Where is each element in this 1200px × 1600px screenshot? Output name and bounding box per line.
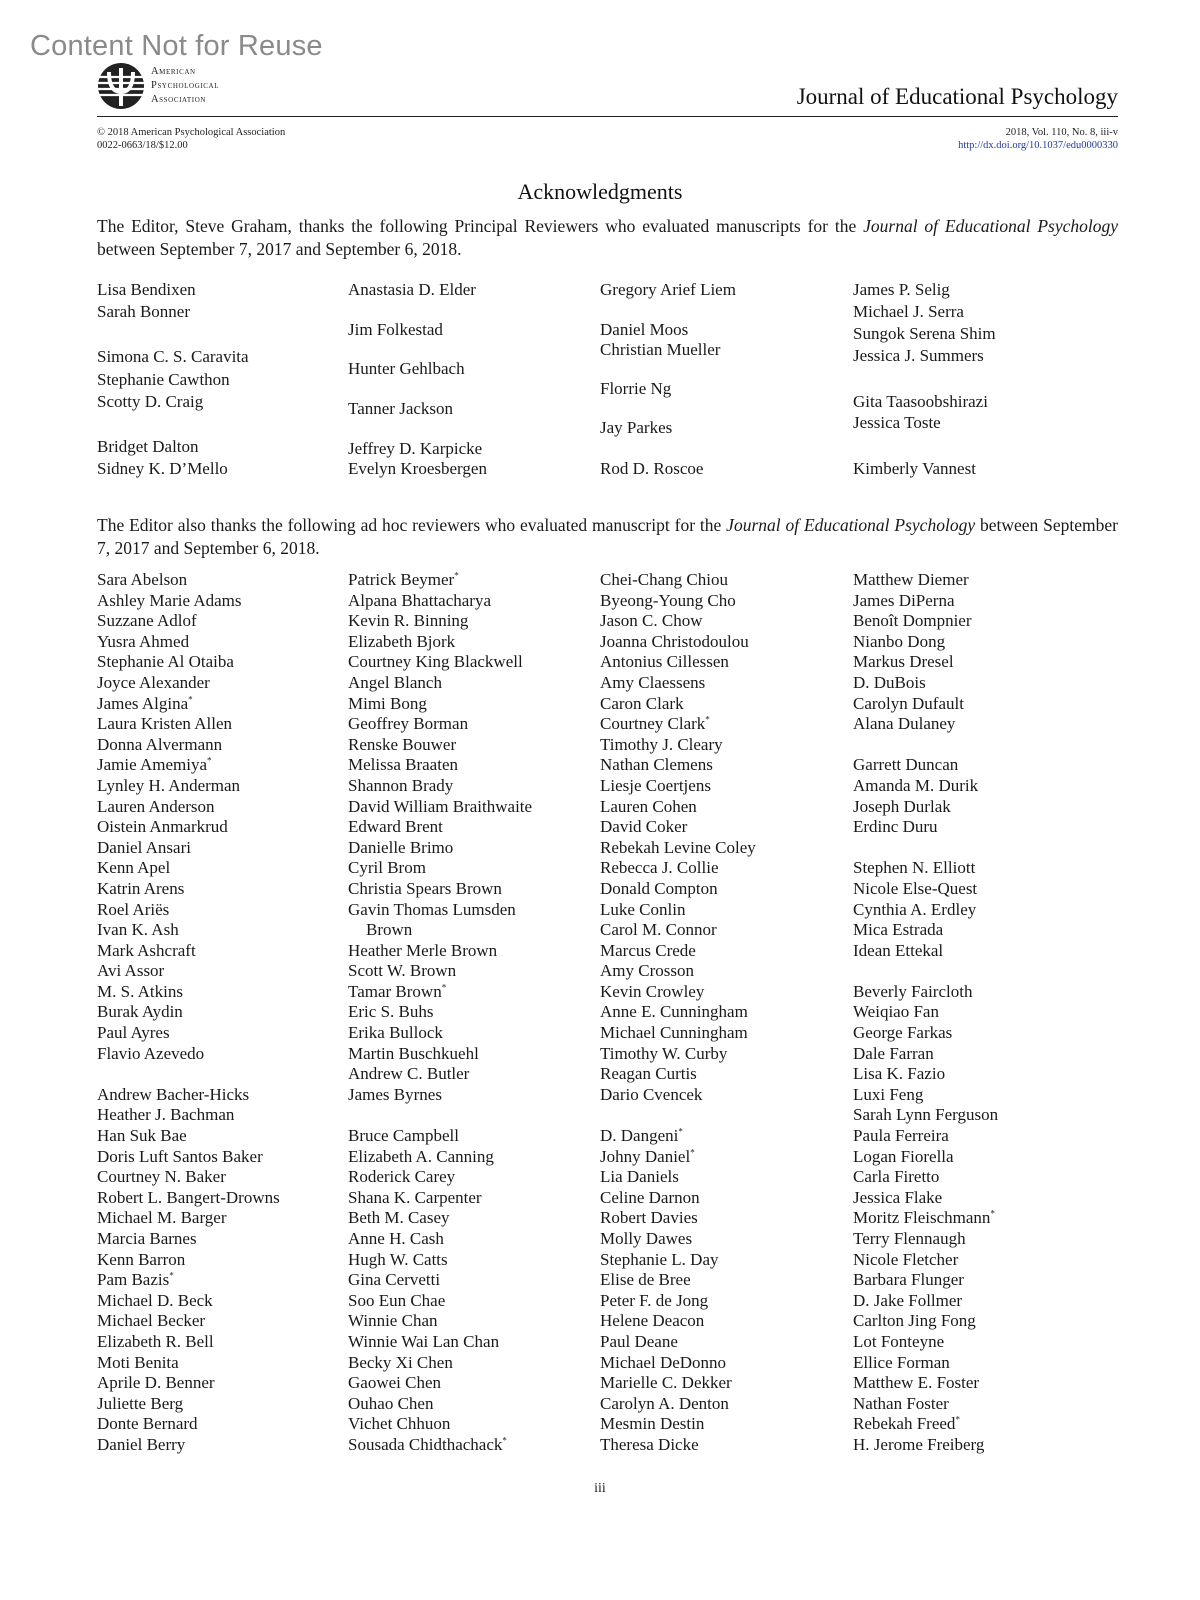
reviewer-name: Tamar Brown* xyxy=(348,981,447,1001)
reviewer-name: James P. Selig xyxy=(853,280,950,299)
reviewer-name: Anastasia D. Elder xyxy=(348,280,476,299)
reviewer-name: Kenn Barron xyxy=(97,1249,186,1269)
intro-text-end: between September 7, 2017 and September 6, 2018. xyxy=(97,515,1119,558)
group-spacer xyxy=(853,735,1103,756)
reviewer-name: Vichet Chhuon xyxy=(348,1414,451,1434)
reviewer-name: Jamie Amemiya* xyxy=(97,755,212,775)
reviewer-name: Burak Aydin xyxy=(97,1002,183,1022)
reviewer-name: Nicole Fletcher xyxy=(853,1249,959,1269)
reviewer-name: Winnie Chan xyxy=(348,1311,438,1331)
reviewer-name: Mica Estrada xyxy=(853,920,944,940)
reviewer-name: Doris Luft Santos Baker xyxy=(97,1146,263,1166)
reviewer-name: Angel Blanch xyxy=(348,672,442,692)
reviewer-name: Jeffrey D. Karpicke xyxy=(348,439,483,458)
reviewer-name: Helene Deacon xyxy=(600,1311,705,1331)
reviewer-name: Timothy J. Cleary xyxy=(600,734,723,754)
group-spacer xyxy=(97,1064,347,1085)
reviewer-name: Michael DeDonno xyxy=(600,1352,727,1372)
reviewer-name: Reagan Curtis xyxy=(600,1064,697,1084)
publisher-wordmark xyxy=(151,65,219,107)
adhoc-reviewers-intro xyxy=(97,514,1118,560)
reviewer-name: Alpana Bhattacharya xyxy=(348,590,492,610)
reviewer-name: Melissa Braaten xyxy=(348,755,458,775)
reviewer-name: Byeong-Young Cho xyxy=(600,590,736,610)
reviewer-name: Lisa Bendixen xyxy=(97,280,196,299)
reviewer-name: Lot Fonteyne xyxy=(853,1331,945,1351)
reviewer-name: Kevin R. Binning xyxy=(348,611,469,631)
reviewer-name: Shannon Brady xyxy=(348,775,454,795)
principal-reviewers-intro xyxy=(97,215,1118,261)
reviewer-name: Matthew Diemer xyxy=(853,570,969,589)
reviewer-name: Logan Fiorella xyxy=(853,1146,954,1166)
reviewer-name: H. Jerome Freiberg xyxy=(853,1434,985,1454)
reviewer-name: Idean Ettekal xyxy=(853,940,944,960)
reviewer-name: Joseph Durlak xyxy=(853,796,951,816)
reviewer-name: Courtney King Blackwell xyxy=(348,652,523,672)
volume-line: 2018, Vol. 110, No. 8, iii-v xyxy=(1005,127,1118,138)
reviewer-column xyxy=(853,570,1103,1456)
reviewer-name: Martin Buschkuehl xyxy=(348,1043,479,1063)
reviewer-name: Elise de Bree xyxy=(600,1270,691,1290)
reviewer-name: Donte Bernard xyxy=(97,1414,198,1434)
intro-text: The Editor, Steve Graham, thanks the following Principal Reviewers who evaluated manuscripts for the xyxy=(97,216,864,236)
reviewer-name: Celine Darnon xyxy=(600,1187,700,1207)
reviewer-column xyxy=(600,570,850,1456)
reviewer-column xyxy=(97,570,347,1456)
reviewer-name: Caron Clark xyxy=(600,693,684,713)
reviewer-name: Hunter Gehlbach xyxy=(348,359,465,378)
group-spacer xyxy=(600,1105,850,1126)
reviewer-name: Bruce Campbell xyxy=(348,1126,459,1146)
reviewer-name: Lisa K. Fazio xyxy=(853,1064,946,1084)
reviewer-name: Stephanie Cawthon xyxy=(97,370,230,389)
reviewer-name: Carolyn Dufault xyxy=(853,693,964,713)
reviewer-name: Shana K. Carpenter xyxy=(348,1187,482,1207)
reviewer-name: Sidney K. D’Mello xyxy=(97,459,228,478)
watermark-text: Content Not for Reuse xyxy=(30,30,323,62)
reviewer-name: Han Suk Bae xyxy=(97,1126,187,1146)
reviewer-name: Joanna Christodoulou xyxy=(600,631,749,651)
reviewer-name: Michael Becker xyxy=(97,1311,206,1331)
reviewer-name: Paul Ayres xyxy=(97,1023,170,1043)
reviewer-name: Anne E. Cunningham xyxy=(600,1002,748,1022)
reviewer-name: James Byrnes xyxy=(348,1084,442,1104)
reviewer-name: Erdinc Duru xyxy=(853,817,938,837)
reviewer-name: Andrew C. Butler xyxy=(348,1064,470,1084)
apa-logo xyxy=(97,62,219,110)
reviewer-name: Ellice Forman xyxy=(853,1352,950,1372)
reviewer-name: Matthew E. Foster xyxy=(853,1373,980,1393)
reviewer-name: Jay Parkes xyxy=(600,418,673,437)
intro-text-end: between September 7, 2017 and September 6, 2018. xyxy=(97,239,462,259)
reviewer-name: Theresa Dicke xyxy=(600,1434,699,1454)
reviewer-name: Amy Claessens xyxy=(600,672,706,692)
reviewer-name: Eric S. Buhs xyxy=(348,1002,434,1022)
reviewer-name: Elizabeth Bjork xyxy=(348,631,456,651)
doi-link[interactable]: http://dx.doi.org/10.1037/edu0000330 xyxy=(958,139,1118,151)
reviewer-name: Scotty D. Craig xyxy=(97,392,204,411)
reviewer-name: Weiqiao Fan xyxy=(853,1002,939,1022)
apa-psi-logo-icon xyxy=(97,62,145,110)
reviewer-name: Sarah Lynn Ferguson xyxy=(853,1105,999,1125)
reviewer-name: Courtney N. Baker xyxy=(97,1167,226,1187)
reviewer-name: Rod D. Roscoe xyxy=(600,459,704,478)
reviewer-name: Daniel Ansari xyxy=(97,837,191,857)
publisher-line: American xyxy=(151,66,196,77)
group-spacer xyxy=(853,961,1103,982)
publisher-line: Association xyxy=(151,94,207,105)
reviewer-name: Mesmin Destin xyxy=(600,1414,705,1434)
reviewer-name: Cyril Brom xyxy=(348,858,426,878)
reviewer-name: Marielle C. Dekker xyxy=(600,1373,732,1393)
reviewer-name: Rebecca J. Collie xyxy=(600,858,719,878)
reviewer-name: Robert L. Bangert-Drowns xyxy=(97,1187,280,1207)
reviewer-name: Michael M. Barger xyxy=(97,1208,227,1228)
reviewer-name: Sarah Bonner xyxy=(97,302,191,321)
reviewer-name: M. S. Atkins xyxy=(97,981,183,1001)
reviewer-name: Evelyn Kroesbergen xyxy=(348,459,487,478)
reviewer-name: Ashley Marie Adams xyxy=(97,590,242,610)
reviewer-name: Courtney Clark* xyxy=(600,714,710,734)
reviewer-name: Andrew Bacher-Hicks xyxy=(97,1084,250,1104)
reviewer-name: Yusra Ahmed xyxy=(97,631,190,651)
reviewer-name: Katrin Arens xyxy=(97,878,185,898)
reviewer-name: Luxi Feng xyxy=(853,1084,924,1104)
reviewer-name: Renske Bouwer xyxy=(348,734,457,754)
reviewer-name: Beth M. Casey xyxy=(348,1208,450,1228)
reviewer-name: Molly Dawes xyxy=(600,1229,693,1248)
reviewer-name: Terry Flennaugh xyxy=(853,1229,966,1248)
reviewer-name: Kimberly Vannest xyxy=(853,459,976,478)
reviewer-name: Daniel Berry xyxy=(97,1434,186,1454)
reviewer-name: Ivan K. Ash xyxy=(97,920,179,940)
reviewer-name: Lauren Cohen xyxy=(600,796,697,816)
citation-block xyxy=(958,127,1118,152)
reviewer-name: Marcia Barnes xyxy=(97,1229,197,1248)
reviewer-name: Gina Cervetti xyxy=(348,1270,441,1290)
reviewer-name: Sungok Serena Shim xyxy=(853,324,996,343)
reviewer-name: Carolyn A. Denton xyxy=(600,1393,729,1413)
page-number: iii xyxy=(594,1481,606,1496)
reviewer-column xyxy=(348,570,598,1456)
reviewer-name: Simona C. S. Caravita xyxy=(97,347,249,366)
reviewer-name: Moritz Fleischmann* xyxy=(853,1208,995,1228)
journal-name-italic: Journal of Educational Psychology xyxy=(726,515,976,535)
reviewer-name: Gita Taasoobshirazi xyxy=(853,392,988,411)
reviewer-name: Amy Crosson xyxy=(600,961,694,981)
reviewer-name: Heather J. Bachman xyxy=(97,1105,235,1125)
reviewer-name: Laura Kristen Allen xyxy=(97,714,233,734)
reviewer-name: Gavin Thomas Lumsden xyxy=(348,899,516,919)
reviewer-name: Barbara Flunger xyxy=(853,1270,964,1290)
reviewer-name: Beverly Faircloth xyxy=(853,981,973,1001)
reviewer-name: Florrie Ng xyxy=(600,379,672,398)
reviewer-name: D. DuBois xyxy=(853,672,926,692)
reviewer-name: George Farkas xyxy=(853,1023,953,1043)
reviewer-name: Donald Compton xyxy=(600,878,718,898)
reviewer-name: Cynthia A. Erdley xyxy=(853,899,977,919)
reviewer-name: Jessica Toste xyxy=(853,413,941,432)
page-title: Acknowledgments xyxy=(517,179,683,204)
reviewer-name: Becky Xi Chen xyxy=(348,1352,453,1372)
reviewer-name: Garrett Duncan xyxy=(853,755,959,775)
reviewer-name: Nathan Foster xyxy=(853,1393,949,1413)
reviewer-name: Michael Cunningham xyxy=(600,1023,748,1043)
reviewer-name: Benoît Dompnier xyxy=(853,611,972,631)
reviewer-name: Christia Spears Brown xyxy=(348,878,502,898)
reviewer-name: Christian Mueller xyxy=(600,340,721,359)
reviewer-name: Jessica Flake xyxy=(853,1187,943,1207)
reviewer-name: Daniel Moos xyxy=(600,320,689,339)
reviewer-name: Stephanie L. Day xyxy=(600,1249,719,1269)
reviewer-name: Flavio Azevedo xyxy=(97,1043,205,1063)
reviewer-name: Soo Eun Chae xyxy=(348,1290,446,1310)
reviewer-name: Lauren Anderson xyxy=(97,796,215,816)
journal-name-italic: Journal of Educational Psychology xyxy=(863,216,1118,236)
reviewer-name: Tanner Jackson xyxy=(348,399,454,418)
reviewer-name: Nathan Clemens xyxy=(600,755,713,775)
reviewer-name: Sara Abelson xyxy=(97,570,188,589)
reviewer-name: Lynley H. Anderman xyxy=(97,775,241,795)
reviewer-name: Paula Ferreira xyxy=(853,1126,949,1146)
reviewer-name: David Coker xyxy=(600,817,688,837)
reviewer-name: Jessica J. Summers xyxy=(853,346,984,365)
reviewer-name: Avi Assor xyxy=(97,961,165,981)
journal-title: Journal of Educational Psychology xyxy=(796,84,1118,109)
group-spacer xyxy=(853,838,1103,859)
reviewer-name: Carol M. Connor xyxy=(600,920,717,940)
copyright-line: © 2018 American Psychological Association xyxy=(97,127,286,138)
reviewer-name: Alana Dulaney xyxy=(853,714,956,734)
reviewer-name: Erika Bullock xyxy=(348,1023,443,1043)
reviewer-name: Roel Ariës xyxy=(97,899,170,919)
reviewer-name: Sousada Chidthachack* xyxy=(348,1434,507,1454)
reviewer-name: Peter F. de Jong xyxy=(600,1290,709,1310)
reviewer-name: Nianbo Dong xyxy=(853,631,946,651)
reviewer-name: David William Braithwaite xyxy=(348,796,533,816)
intro-text: The Editor also thanks the following ad hoc reviewers who evaluated manuscript for the xyxy=(97,515,727,535)
reviewer-name: Kenn Apel xyxy=(97,858,171,878)
reviewer-name: Kevin Crowley xyxy=(600,981,705,1001)
reviewer-name: Paul Deane xyxy=(600,1331,678,1351)
reviewer-name: Michael D. Beck xyxy=(97,1290,213,1310)
reviewer-name: Pam Bazis* xyxy=(97,1270,174,1290)
reviewer-name: Gaowei Chen xyxy=(348,1373,442,1393)
reviewer-name: Carla Firetto xyxy=(853,1167,940,1187)
reviewer-name: Brown xyxy=(366,920,413,940)
reviewer-name: Jason C. Chow xyxy=(600,611,703,631)
reviewer-name: Marcus Crede xyxy=(600,940,696,960)
reviewer-name: D. Dangeni* xyxy=(600,1126,683,1146)
reviewer-name: Roderick Carey xyxy=(348,1167,456,1187)
reviewer-name: Aprile D. Benner xyxy=(97,1373,215,1393)
group-spacer xyxy=(348,1105,598,1126)
reviewer-name: Rebekah Levine Coley xyxy=(600,837,756,857)
reviewer-name: Ouhao Chen xyxy=(348,1393,434,1413)
reviewer-name: Nicole Else-Quest xyxy=(853,878,978,898)
reviewer-name: Lia Daniels xyxy=(600,1167,679,1187)
reviewer-name: Danielle Brimo xyxy=(348,837,454,857)
reviewer-name: Mark Ashcraft xyxy=(97,940,196,960)
reviewer-name: Carlton Jing Fong xyxy=(853,1311,976,1331)
reviewer-name: Bridget Dalton xyxy=(97,437,199,456)
reviewer-name: Anne H. Cash xyxy=(348,1229,444,1248)
reviewer-name: Timothy W. Curby xyxy=(600,1043,728,1063)
reviewer-name: Elizabeth R. Bell xyxy=(97,1331,214,1351)
reviewer-name: James Algina* xyxy=(97,693,193,713)
reviewer-name: Johny Daniel* xyxy=(600,1146,695,1166)
publisher-line: Psychological xyxy=(151,80,220,91)
reviewer-name: Markus Dresel xyxy=(853,652,954,672)
reviewer-name: Heather Merle Brown xyxy=(348,940,498,960)
reviewer-name: Stephanie Al Otaiba xyxy=(97,652,234,672)
reviewer-name: Jim Folkestad xyxy=(348,320,443,339)
reviewer-name: Luke Conlin xyxy=(600,899,686,919)
copyright-block xyxy=(97,127,285,152)
reviewer-name: Hugh W. Catts xyxy=(348,1249,448,1269)
reviewer-name: Geoffrey Borman xyxy=(348,714,469,734)
reviewer-name: Moti Benita xyxy=(97,1352,179,1372)
reviewer-name: D. Jake Follmer xyxy=(853,1290,963,1310)
header-divider xyxy=(97,116,1118,117)
reviewer-name: Scott W. Brown xyxy=(348,961,457,981)
reviewer-name: Juliette Berg xyxy=(97,1393,184,1413)
reviewer-name: Edward Brent xyxy=(348,817,443,837)
reviewer-name: Chei-Chang Chiou xyxy=(600,570,728,589)
reviewer-name: Rebekah Freed* xyxy=(853,1414,960,1434)
reviewer-name: Donna Alvermann xyxy=(97,734,223,754)
reviewer-name: Oistein Anmarkrud xyxy=(97,817,228,837)
reviewer-name: Dale Farran xyxy=(853,1043,934,1063)
reviewer-name: James DiPerna xyxy=(853,590,955,610)
reviewer-name: Michael J. Serra xyxy=(853,302,964,321)
reviewer-name: Liesje Coertjens xyxy=(600,775,711,795)
reviewer-name: Robert Davies xyxy=(600,1208,698,1228)
reviewer-name: Antonius Cillessen xyxy=(600,652,729,672)
issn-line: 0022-0663/18/$12.00 xyxy=(97,139,188,151)
reviewer-name: Stephen N. Elliott xyxy=(853,858,976,878)
reviewer-name: Dario Cvencek xyxy=(600,1084,703,1104)
reviewer-name: Amanda M. Durik xyxy=(853,775,979,795)
reviewer-name: Gregory Arief Liem xyxy=(600,280,736,299)
reviewer-name: Suzzane Adlof xyxy=(97,611,197,631)
reviewer-name: Joyce Alexander xyxy=(97,672,210,692)
reviewer-name: Elizabeth A. Canning xyxy=(348,1146,494,1166)
reviewer-name: Patrick Beymer* xyxy=(348,570,459,589)
reviewer-name: Mimi Bong xyxy=(348,693,427,713)
reviewer-name: Winnie Wai Lan Chan xyxy=(348,1331,500,1351)
